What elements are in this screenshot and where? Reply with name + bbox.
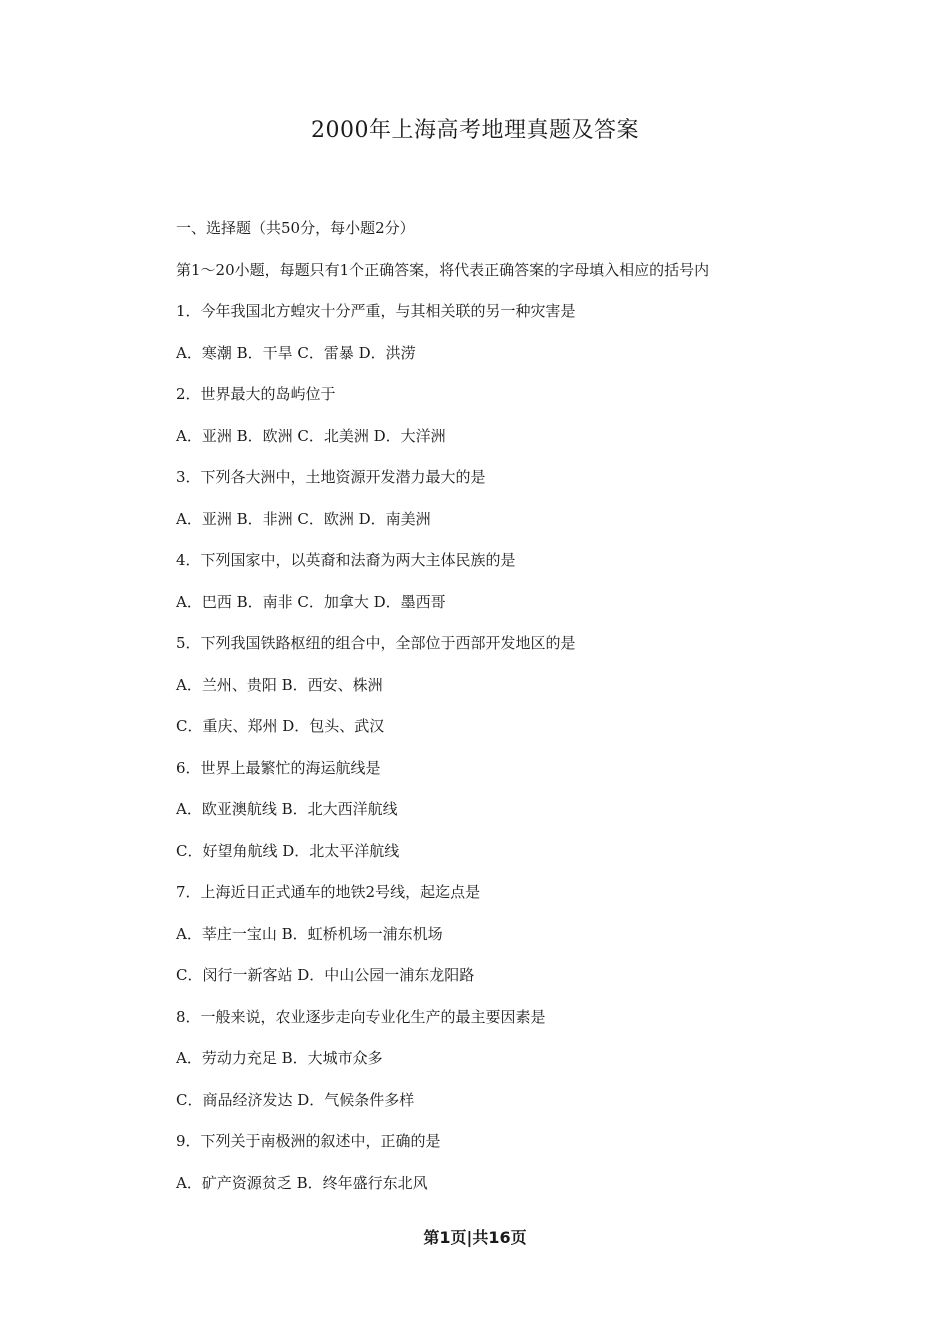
question-5-options-cd: C．重庆、郑州 D．包头、武汉 xyxy=(176,717,385,735)
question-3-options: A．亚洲 B．非洲 C．欧洲 D．南美洲 xyxy=(176,509,431,528)
question-2: 2．世界最大的岛屿位于 xyxy=(176,385,336,403)
question-4-options: A．巴西 B．南非 C．加拿大 D．墨西哥 xyxy=(176,592,446,611)
question-1-options: A．寒潮 B．干旱 C．雷暴 D．洪涝 xyxy=(176,343,416,362)
document-title: 2000年上海高考地理真题及答案 xyxy=(311,118,639,143)
question-8: 8．一般来说，农业逐步走向专业化生产的最主要因素是 xyxy=(176,1007,546,1026)
question-6-options-ab: A．欧亚澳航线 B．北大西洋航线 xyxy=(176,800,398,818)
question-1: 1．今年我国北方蝗灾十分严重，与其相关联的另一种灾害是 xyxy=(176,302,576,320)
page-footer: 第1页|共16页 xyxy=(423,1228,527,1247)
question-7-options-cd: C．闵行一新客站 D．中山公园一浦东龙阳路 xyxy=(176,966,475,984)
document-body xyxy=(176,218,816,1214)
question-6-options-cd: C．好望角航线 D．北太平洋航线 xyxy=(176,841,400,860)
instructions: 第1～20小题，每题只有1个正确答案，将代表正确答案的字母填入相应的括号内 xyxy=(176,260,710,279)
question-6: 6．世界上最繁忙的海运航线是 xyxy=(176,758,381,777)
question-3: 3．下列各大洲中，土地资源开发潜力最大的是 xyxy=(176,468,486,486)
question-7: 7．上海近日正式通车的地铁2号线，起迄点是 xyxy=(176,883,481,901)
question-4: 4．下列国家中，以英裔和法裔为两大主体民族的是 xyxy=(176,551,516,569)
question-9: 9．下列关于南极洲的叙述中，正确的是 xyxy=(176,1132,441,1150)
question-9-options-ab: A．矿产资源贫乏 B．终年盛行东北风 xyxy=(176,1173,428,1192)
question-5: 5．下列我国铁路枢纽的组合中，全部位于西部开发地区的是 xyxy=(176,634,576,652)
question-8-options-cd: C．商品经济发达 D．气候条件多样 xyxy=(176,1090,415,1109)
question-8-options-ab: A．劳动力充足 B．大城市众多 xyxy=(176,1049,383,1067)
question-2-options: A．亚洲 B．欧洲 C．北美洲 D．大洋洲 xyxy=(176,426,446,445)
question-7-options-ab: A．莘庄一宝山 B．虹桥机场一浦东机场 xyxy=(176,924,443,943)
question-5-options-ab: A．兰州、贵阳 B．西安、株洲 xyxy=(176,675,383,694)
section-heading: 一、选择题（共50分，每小题2分） xyxy=(176,219,415,237)
